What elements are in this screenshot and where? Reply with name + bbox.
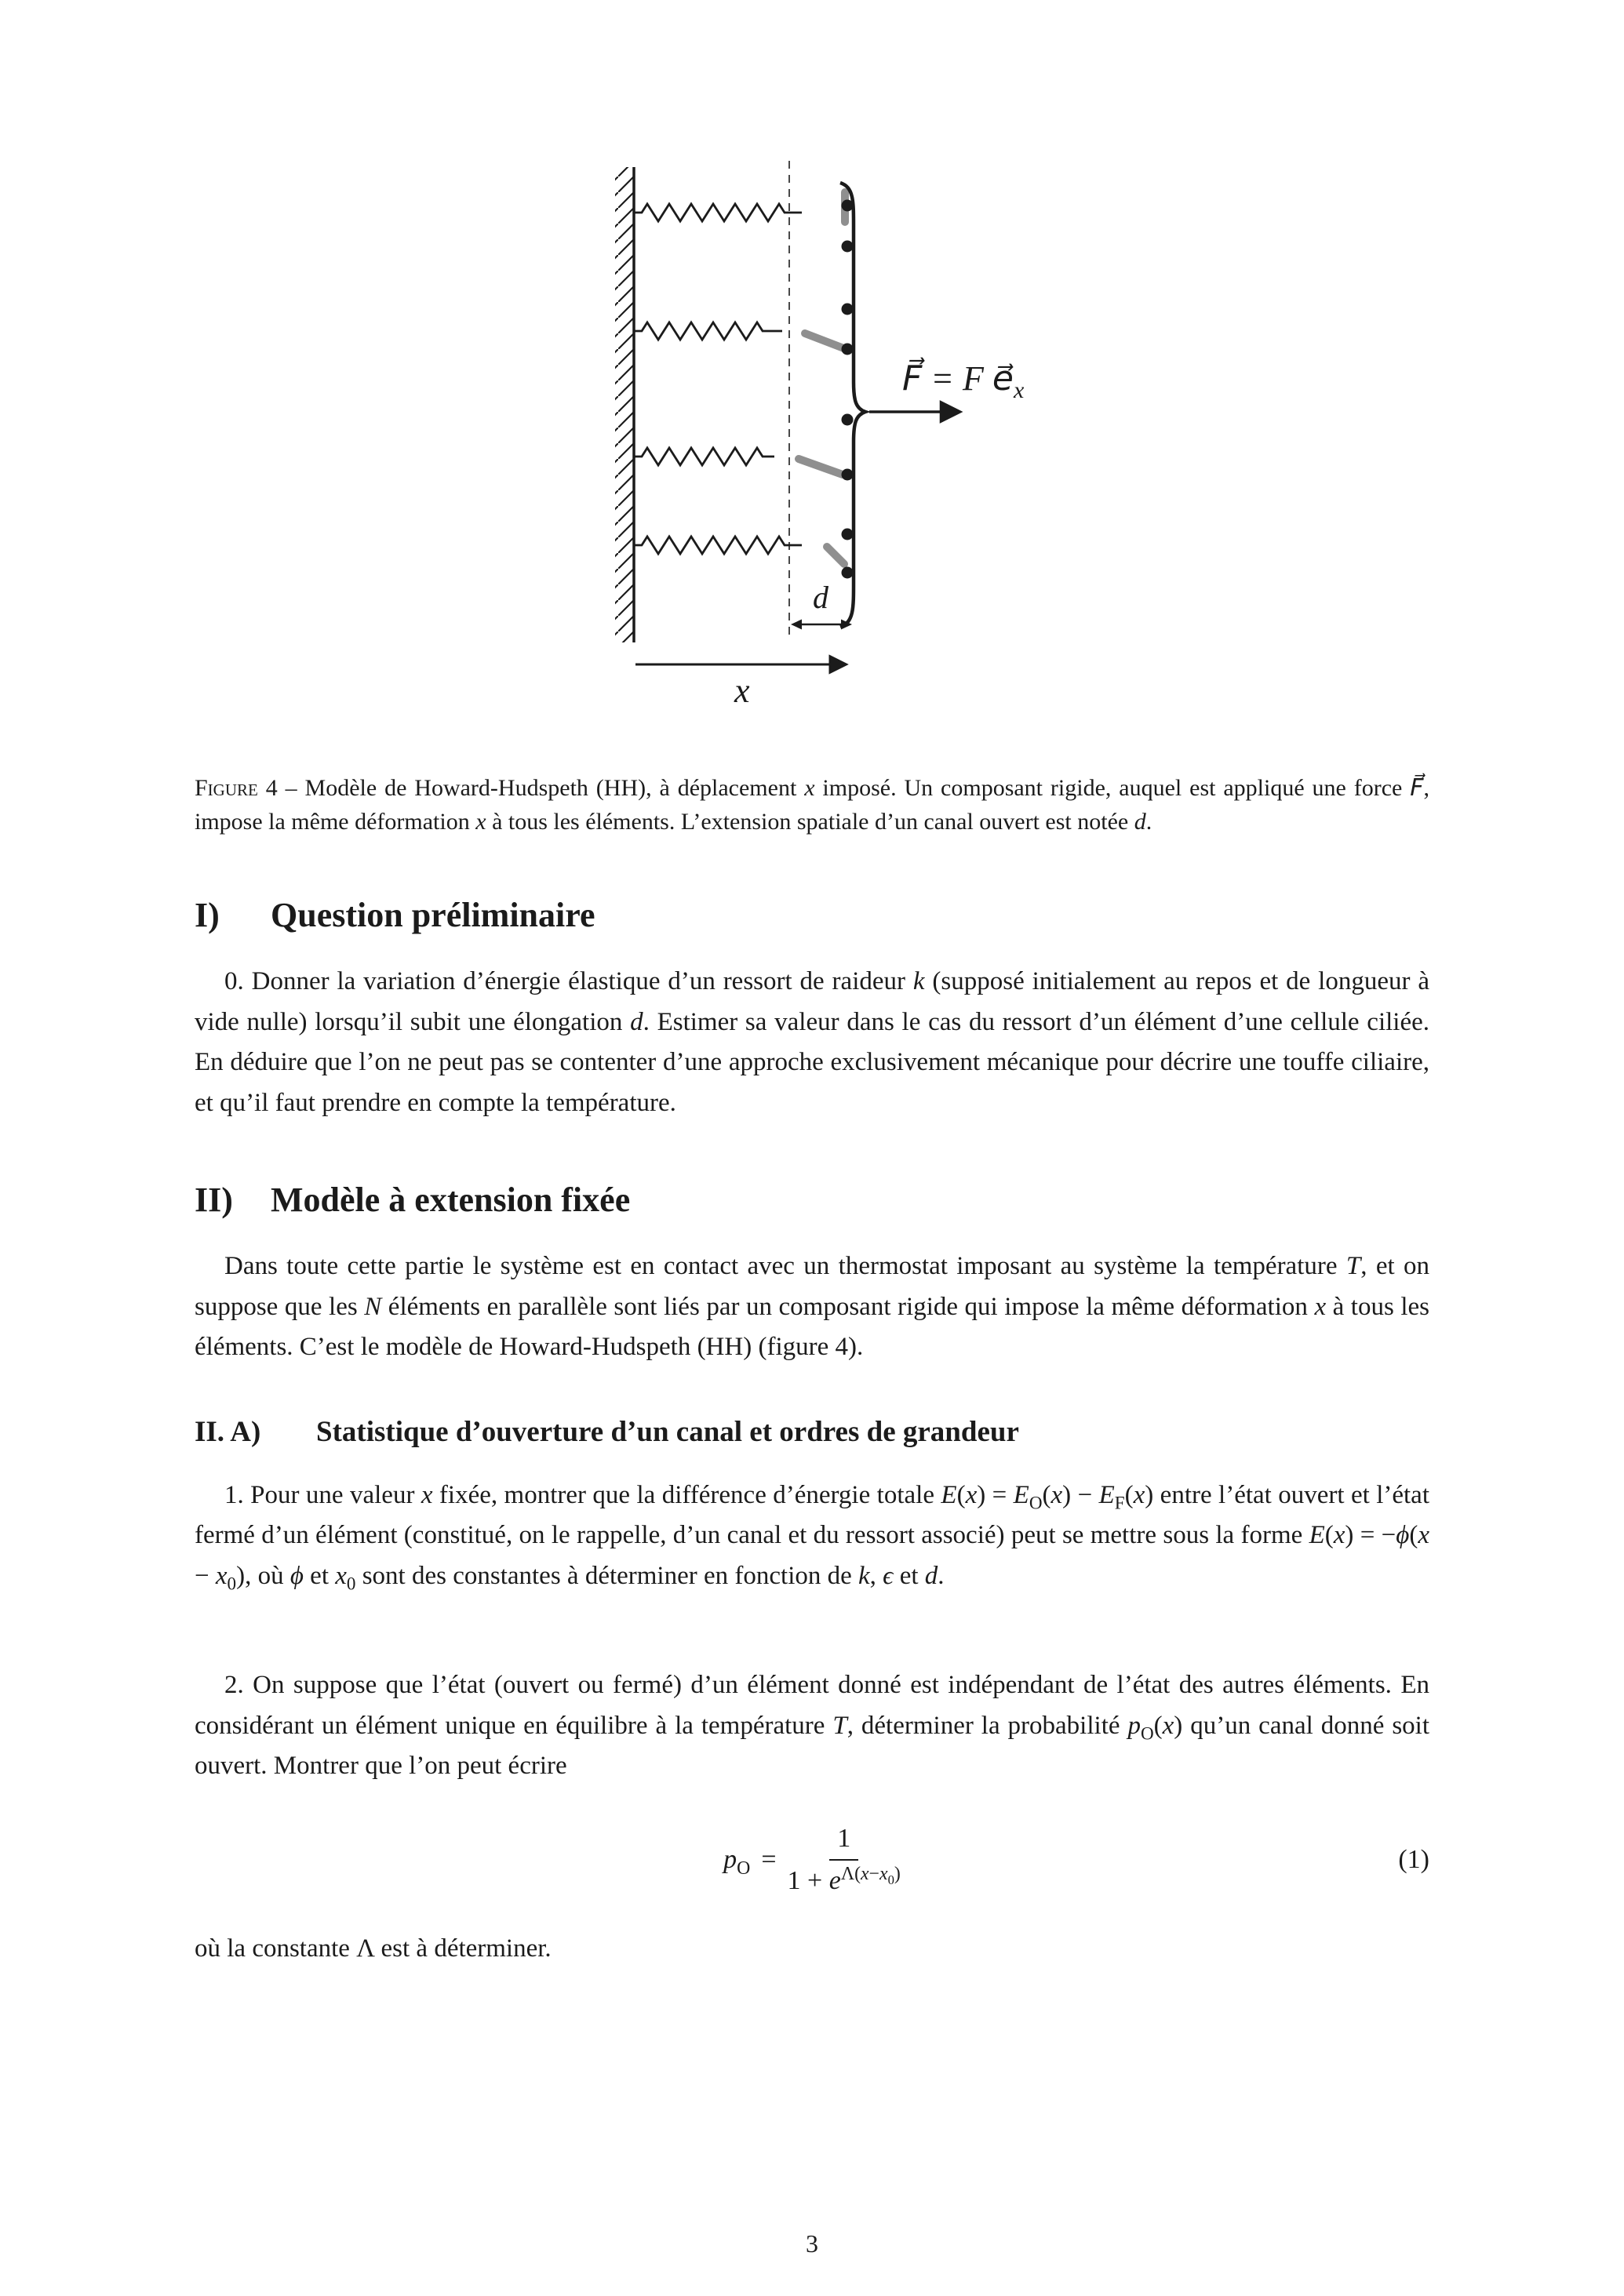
page-number: 3 — [806, 2229, 818, 2258]
paragraph-2: 2. On suppose que l’état (ouvert ou fermé) d’un élément donné est indépendant de l’état des autres éléments. En considérant un élément unique en équilibre à la température T, déterminer la probabilité $p_O(x)$ qu’un canal donné soit ouvert. Montrer que l’on peut écrire — [195, 1671, 1429, 1780]
section-2-title: Modèle à extension fixée — [271, 1181, 631, 1220]
section-2-number: II) — [195, 1181, 233, 1220]
attachment-dot — [842, 567, 854, 579]
figure-caption-label: Figure 4 – — [195, 775, 297, 801]
eq-exponent: Λ(x−x0) — [840, 1864, 901, 1887]
spring-4 — [634, 537, 802, 554]
section-1-heading — [195, 895, 1429, 935]
attachment-dot — [842, 529, 854, 540]
channel-3 — [799, 459, 843, 475]
d-arrowhead-left — [791, 620, 802, 630]
attachment-dot — [842, 414, 854, 426]
channel-4 — [827, 547, 844, 564]
d-label: d — [813, 580, 828, 615]
howard-hudspeth-diagram — [603, 161, 1081, 710]
subsection-a-heading — [195, 1415, 1429, 1449]
x-label: x — [734, 671, 750, 710]
figure-caption — [195, 771, 1429, 839]
section-2-heading — [195, 1180, 1429, 1220]
spring-1 — [634, 204, 802, 221]
equation-body — [723, 1824, 901, 1896]
paragraph-1: 1. Pour une valeur x fixée, montrer que la différence d’énergie totale $E(x) = E_O(x) - E_F(x)$ entre l’état ouvert et l’état fermé d’un élément (constitué, on le rappelle, d’un canal et du ressort associé) peut se mettre sous la forme $E(x) = -\phi(x - x_0)$, où ϕ et $x_0$ sont des constantes à déterminer en fonction de k, ϵ et d. — [195, 1480, 1429, 1594]
attachment-dot — [842, 469, 854, 481]
closing-line: où la constante Λ est à déterminer. — [195, 1934, 552, 1963]
eq-numerator: 1 — [829, 1824, 858, 1861]
eq-lhs — [723, 1845, 751, 1879]
attachment-dot — [842, 304, 854, 315]
spring-2 — [634, 322, 782, 340]
paragraph-0: 0. Donner la variation d’énergie élastique d’un ressort de raideur k (supposé initialement au repos et de longueur à vide nulle) lorsqu’il subit une élongation d. Estimer sa valeur dans le cas du ressort d’un élément d’une cellule ciliée. En déduire que l’on ne peut pas se contenter d’une approche exclusivement mécanique pour décrire une touffe ciliaire, et qu’il faut prendre en compte la température. — [195, 967, 1429, 1117]
subsection-a-title: Statistique d’ouverture d’un canal et ordres de grandeur — [316, 1415, 1019, 1448]
equation-1 — [195, 1824, 1429, 1896]
eq-denominator-base: 1 + e — [787, 1866, 841, 1896]
attachment-dot — [842, 241, 854, 253]
spring-3 — [634, 448, 774, 465]
section-1-title: Question préliminaire — [271, 896, 595, 935]
attachment-dots — [842, 200, 854, 579]
figure-4 — [603, 161, 1081, 710]
section-2-intro-paragraph: Dans toute cette partie le système est en contact avec un thermostat imposant au système la température T, et on suppose que les N éléments en parallèle sont liés par un composant rigide qui impose la même déformation x à tous les éléments. C’est le modèle de Howard-Hudspeth (HH) (figure 4). — [195, 1252, 1430, 1362]
eq-equals: = — [761, 1845, 777, 1875]
eq-lhs-symbol: p — [723, 1845, 737, 1875]
eq-fraction — [788, 1824, 901, 1896]
wall-hatching — [615, 167, 634, 642]
equation-number: (1) — [1398, 1845, 1429, 1875]
force-label: F⃗ = F $e⃗_x$ — [902, 359, 1025, 403]
eq-denominator — [788, 1861, 901, 1896]
eq-lhs-subscript: O — [737, 1858, 751, 1879]
subsection-a-number: II. A) — [195, 1415, 261, 1448]
channel-2 — [805, 333, 846, 349]
attachment-dot — [842, 200, 854, 212]
attachment-dot — [842, 344, 854, 355]
section-1-number: I) — [195, 896, 220, 935]
figure-caption-text: Modèle de Howard-Hudspeth (HH), à déplacement x imposé. Un composant rigide, auquel est appliqué une force F⃗, impose la même déformation x à tous les éléments. L’extension spatiale d’un canal ouvert est notée d. — [195, 775, 1430, 835]
force-label-subscript: x — [1013, 377, 1025, 403]
